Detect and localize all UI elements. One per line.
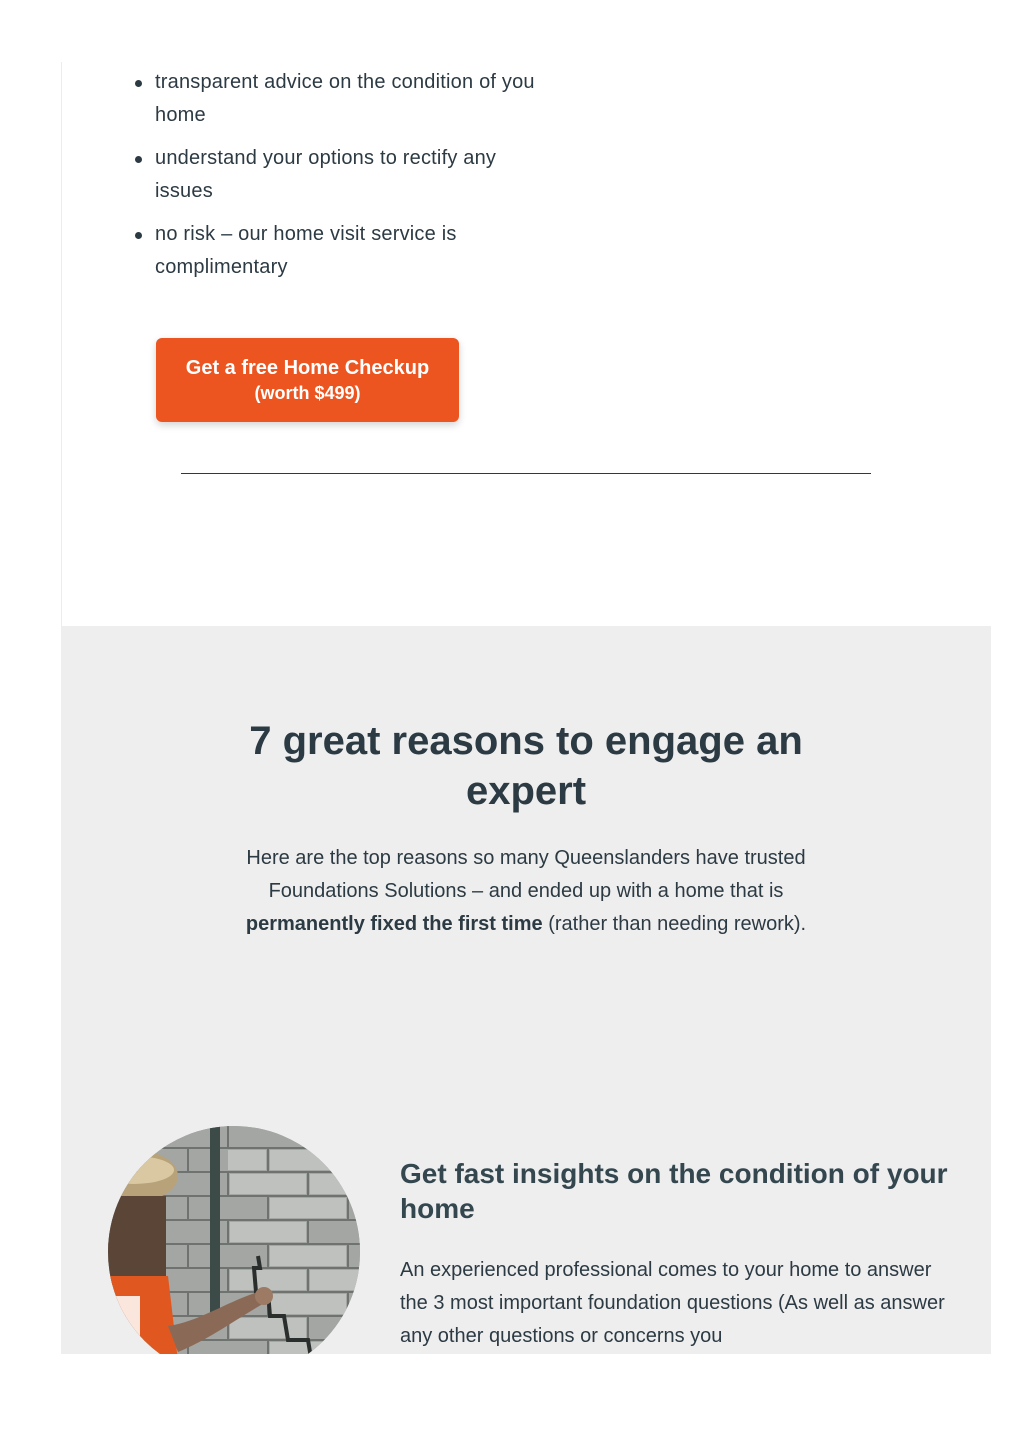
inspection-photo bbox=[108, 1126, 360, 1354]
page-content bbox=[61, 0, 991, 1354]
cta-sublabel: (worth $499) bbox=[254, 383, 361, 403]
bullet-dot-icon bbox=[135, 232, 142, 239]
bullet-dot-icon bbox=[135, 156, 142, 163]
section-divider bbox=[181, 473, 871, 474]
insight-heading: Get fast insights on the condition of your home bbox=[400, 1158, 948, 1224]
benefit-text: understand your options to rectify any issues bbox=[155, 147, 497, 202]
benefit-text: transparent advice on the condition of you home bbox=[155, 71, 535, 126]
worker-inspecting-wall-icon bbox=[108, 1126, 360, 1354]
bullet-dot-icon bbox=[135, 80, 142, 87]
list-item bbox=[155, 66, 535, 132]
reasons-section bbox=[61, 626, 991, 1354]
free-home-checkup-button[interactable] bbox=[156, 338, 459, 422]
list-item bbox=[155, 218, 535, 284]
reasons-heading: 7 great reasons to engage an expert bbox=[249, 719, 803, 813]
benefit-text: no risk – our home visit service is complimentary bbox=[155, 223, 457, 278]
cta-label: Get a free Home Checkup bbox=[185, 357, 430, 379]
page-edge bbox=[61, 62, 62, 626]
intro-emphasis: permanently fixed the first time bbox=[245, 913, 543, 935]
intro-text-end: (rather than needing rework). bbox=[542, 913, 807, 935]
reasons-intro bbox=[243, 842, 809, 941]
insight-text: An experienced professional comes to your home to answer the 3 most important foundation questions (As well as answer any other questions or concerns you bbox=[400, 1259, 945, 1347]
list-item bbox=[155, 142, 535, 208]
benefits-list bbox=[155, 66, 535, 294]
intro-text: Here are the top reasons so many Queenslanders have trusted Foundations Solutions – and ended up with a home that is bbox=[246, 847, 806, 902]
